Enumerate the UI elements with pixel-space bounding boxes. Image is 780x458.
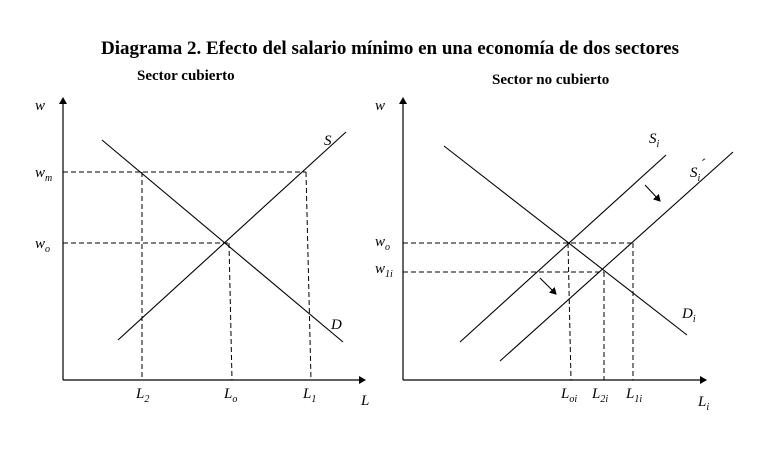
right-y-axis-label: w [375, 98, 386, 114]
figure-title: Diagrama 2. Efecto del salario mínimo en una economía de dos sectores [100, 38, 680, 59]
right-loi-guide [568, 243, 571, 380]
right-panel-title: Sector no cubierto [492, 72, 610, 88]
left-x-tick-lo: $L_o$ [224, 386, 238, 405]
right-shift-arrow-upper [645, 185, 660, 201]
right-supply-label: $S_i$ [649, 131, 660, 150]
right-x-tick-l2i: $L_{2i}$ [592, 386, 609, 405]
left-l1-guide [306, 172, 311, 380]
right-y-tick-wo: $w_o$ [375, 234, 391, 253]
right-shift-arrow-lower [540, 278, 556, 294]
left-x-tick-l1: $L_1$ [303, 386, 317, 405]
left-panel-title: Sector cubierto [137, 68, 235, 84]
right-x-tick-loi: $L_{oi}$ [561, 386, 578, 405]
left-x-tick-l2: $L_2$ [136, 386, 150, 405]
left-y-axis-label: w [35, 98, 46, 114]
left-panel [35, 98, 369, 409]
left-y-tick-wm: $w_m$ [35, 165, 53, 184]
right-demand-label: $D_i$ [682, 306, 696, 325]
left-lo-guide [229, 243, 232, 380]
right-demand-curve [444, 146, 687, 335]
right-x-axis-label: $L_i$ [698, 394, 710, 413]
left-y-tick-wo: $w_o$ [35, 236, 51, 255]
right-y-tick-w1i: $w_{1i}$ [375, 261, 393, 280]
left-supply-label: S [324, 133, 332, 149]
left-demand-curve [102, 140, 343, 342]
left-demand-label: D [331, 317, 342, 333]
left-supply-curve [118, 132, 346, 340]
left-x-axis-label: L [361, 393, 370, 409]
right-shifted-supply-label: $S_i´$ [690, 157, 706, 184]
right-panel [375, 98, 733, 413]
right-x-tick-l1i: $L_{1i}$ [626, 386, 643, 405]
